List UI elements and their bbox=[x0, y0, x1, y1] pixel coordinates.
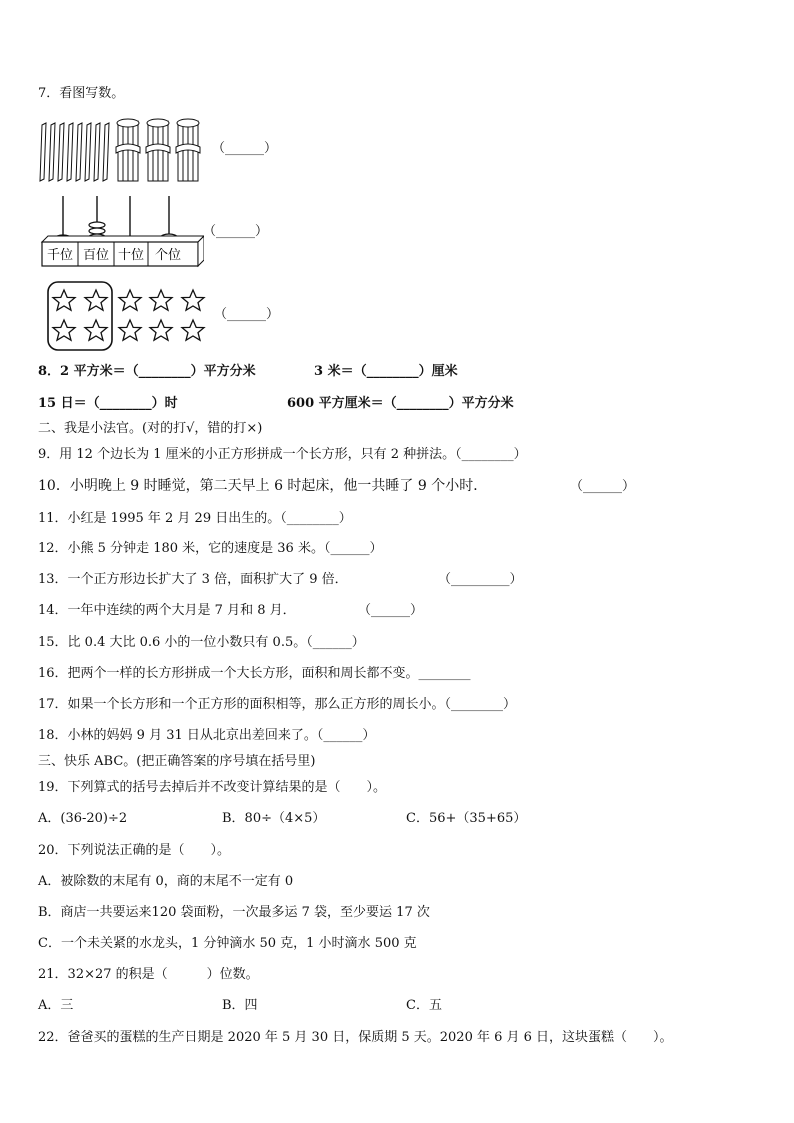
q19-text: 19．下列算式的括号去掉后并不改变计算结果的是（ ）。 bbox=[38, 780, 387, 795]
q17-text: 17．如果一个长方形和一个正方形的面积相等，那么正方形的周长小。（________） bbox=[38, 697, 517, 712]
q21-text: 21．32×27 的积是（ ）位数。 bbox=[38, 967, 259, 982]
abacus-label-ones: 个位 bbox=[154, 248, 182, 263]
q11-text: 11．小红是 1995 年 2 月 29 日出生的。（________） bbox=[38, 511, 352, 526]
q20-option-c[interactable]: C．一个未关紧的水龙头，1 分钟滴水 50 克，1 小时滴水 500 克 bbox=[38, 936, 417, 951]
q14-text: 14．一年中连续的两个大月是 7 月和 8 月． bbox=[38, 603, 296, 618]
q14-answer[interactable]: （______） bbox=[358, 603, 424, 618]
q20-option-b[interactable]: B．商店一共要运来120 袋面粉，一次最多运 7 袋，至少要运 17 次 bbox=[38, 905, 430, 920]
abacus-figure bbox=[38, 194, 204, 268]
section-3-title: 三、快乐 ABC。(把正确答案的序号填在括号里) bbox=[38, 754, 316, 769]
stick-bundle-icon bbox=[116, 119, 140, 181]
q13-text: 13．一个正方形边长扩大了 3 倍，面积扩大了 9 倍． bbox=[38, 572, 348, 587]
q21-option-b[interactable]: B．四 bbox=[222, 998, 258, 1013]
q7-answer-1[interactable]: （______） bbox=[212, 141, 278, 156]
abacus-label-hundreds: 百位 bbox=[82, 248, 110, 263]
q20-option-a[interactable]: A．被除数的末尾有 0，商的末尾不一定有 0 bbox=[38, 874, 294, 889]
q19-option-a[interactable]: A．(36-20)÷2 bbox=[38, 811, 128, 826]
stars-figure bbox=[46, 280, 214, 352]
q8-part-b: 3 米＝（________）厘米 bbox=[314, 364, 458, 379]
q19-option-b[interactable]: B．80÷（4×5） bbox=[222, 811, 326, 826]
q21-option-c[interactable]: C．五 bbox=[406, 998, 442, 1013]
q8-part-d: 600 平方厘米＝（________）平方分米 bbox=[287, 396, 514, 411]
stick-bundle-icon bbox=[146, 119, 170, 181]
q21-option-a[interactable]: A．三 bbox=[38, 998, 74, 1013]
q8-part-c: 15 日＝（________）时 bbox=[38, 396, 178, 411]
stick-bundles-figure bbox=[38, 115, 214, 183]
stick-bundle-icon bbox=[176, 119, 200, 181]
q10-answer[interactable]: （______） bbox=[570, 479, 636, 494]
section-2-title: 二、我是小法官。(对的打√，错的打×) bbox=[38, 421, 263, 436]
abacus-label-thousands: 千位 bbox=[46, 248, 74, 263]
q12-text: 12．小熊 5 分钟走 180 米，它的速度是 36 米。（______） bbox=[38, 541, 383, 556]
q8-part-a: 8．2 平方米＝（________）平方分米 bbox=[38, 364, 256, 379]
q16-text: 16．把两个一样的长方形拼成一个大长方形，面积和周长都不变。________ bbox=[38, 666, 471, 681]
q7-title: 7．看图写数。 bbox=[38, 86, 125, 101]
loose-sticks-icon bbox=[40, 123, 109, 181]
q10-text: 10．小明晚上 9 时睡觉，第二天早上 6 时起床，他一共睡了 9 个小时． bbox=[38, 478, 488, 494]
q9-text: 9．用 12 个边长为 1 厘米的小正方形拼成一个长方形，只有 2 种拼法。（________） bbox=[38, 447, 527, 462]
q22-text: 22．爸爸买的蛋糕的生产日期是 2020 年 5 月 30 日，保质期 5 天。2020 年 6 月 6 日，这块蛋糕（ ）。 bbox=[38, 1030, 673, 1045]
star-icon bbox=[53, 290, 204, 340]
q13-answer[interactable]: （_________） bbox=[438, 572, 523, 587]
abacus-label-tens: 十位 bbox=[117, 248, 145, 263]
q19-option-c[interactable]: C．56+（35+65） bbox=[406, 811, 527, 826]
q15-text: 15．比 0.4 大比 0.6 小的一位小数只有 0.5。（______） bbox=[38, 635, 365, 650]
q20-text: 20．下列说法正确的是（ ）。 bbox=[38, 843, 231, 858]
q18-text: 18．小林的妈妈 9 月 31 日从北京出差回来了。（______） bbox=[38, 728, 376, 743]
q7-answer-2[interactable]: （______） bbox=[203, 224, 269, 239]
q7-answer-3[interactable]: （______） bbox=[214, 307, 280, 322]
